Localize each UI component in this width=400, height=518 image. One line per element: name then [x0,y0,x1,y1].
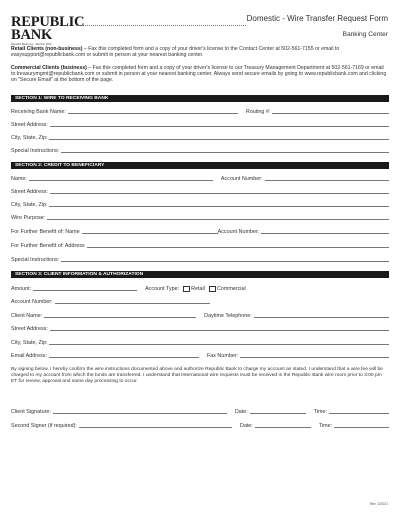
commercial-label: Commercial [216,286,246,292]
retail-label: Retail [191,286,205,292]
logo-tagline: Republic Bank.com · Member FDIC [11,43,52,46]
bank-special-instructions-field[interactable] [61,152,389,153]
client-name-field[interactable] [44,317,196,318]
client-signature-time-field[interactable] [329,413,389,414]
account-type-label: Account Type: [145,286,180,292]
client-signature-date-label: Date: [234,409,248,415]
second-signer-time-label: Time: [318,423,333,429]
row-client-signature [11,407,389,415]
second-signer-date-label: Date: [239,423,253,429]
receiving-bank-name-label: Receiving Bank Name: [11,109,66,115]
row-beneficiary-city [11,200,389,208]
row-beneficiary-street [11,187,389,195]
ffb-account-number-label: Account Number: [217,229,260,235]
commercial-label: Commercial Clients (business) [11,65,87,71]
fax-number-label: Fax Number: [206,353,239,359]
beneficiary-city-state-zip-field[interactable] [49,206,389,207]
row-ffb-name [11,227,389,235]
bank-street-address-label: Street Address: [11,122,48,128]
row-beneficiary-special [11,255,389,263]
daytime-telephone-field[interactable] [254,317,389,318]
beneficiary-street-address-label: Street Address: [11,189,48,195]
row-beneficiary-name [11,174,389,182]
row-bank-street [11,120,389,128]
row-bank-special [11,146,389,154]
ffb-name-field[interactable] [82,233,218,234]
beneficiary-name-label: Name: [11,176,27,182]
beneficiary-name-field[interactable] [29,180,213,181]
client-signature-field[interactable] [53,413,227,414]
form-subtitle: Banking Center [342,31,388,38]
logo-line-1: REPUBLIC [11,14,85,30]
beneficiary-special-instructions-label: Special Instructions: [11,257,60,263]
client-street-address-label: Street Address: [11,326,48,332]
row-ffb-address [11,241,389,249]
client-account-number-label: Account Number: [11,299,53,305]
row-client-account [11,297,389,305]
second-signer-field[interactable] [79,427,232,428]
row-client-name [11,311,389,319]
client-street-address-field[interactable] [50,330,389,331]
fax-number-field[interactable] [240,357,389,358]
authorization-statement: By signing below, I hereby confirm the wire instructions documented above and authorize Republic Bank to charge my account as stated. I understand that a wire fee will be charged to my account from which the funds are transferred. I understand that International wire requests must be received in the Republic Bank wire room prior to 3:00 pm ET for review, approval and same day processing to occur. [11,367,383,384]
second-signer-label: Second Signer (if required): [11,423,77,429]
commercial-checkbox[interactable] [209,286,216,292]
beneficiary-city-state-zip-label: City, State, Zip: [11,202,48,208]
section-1-heading: SECTION 1: WIRE TO RECEIVING BANK [11,95,389,102]
row-second-signer [11,421,389,429]
client-signature-label: Client Signature: [11,409,51,415]
daytime-telephone-label: Daytime Telephone: [204,313,252,319]
retail-label: Retail Clients (non-business) [11,46,83,52]
form-title: Domestic - Wire Transfer Request Form [246,14,388,23]
row-bank-city [11,133,389,141]
beneficiary-street-address-field[interactable] [50,193,389,194]
ffb-address-label: For Further Benefit of: Address [11,243,85,249]
client-account-number-field[interactable] [55,303,210,304]
commercial-instructions [11,65,389,84]
amount-field[interactable] [33,290,137,291]
ffb-account-number-field[interactable] [261,233,389,234]
bank-city-state-zip-field[interactable] [49,139,389,140]
row-client-email [11,351,389,359]
row-amount [11,284,389,292]
second-signer-date-field[interactable] [255,427,311,428]
client-city-state-zip-label: City, State, Zip: [11,340,48,346]
row-wire-purpose [11,213,389,221]
routing-label: Routing #: [245,109,271,115]
row-client-city [11,338,389,346]
email-address-field[interactable] [49,357,199,358]
client-city-state-zip-field[interactable] [49,344,389,345]
title-dotted-leader [76,25,246,26]
routing-field[interactable] [272,113,389,114]
retail-text: – Fax this completed form and a copy of your driver's license to the Contact Center at 502-561-7155 or email to easysupport@republicbank.com or submit in person at your nearest banking center. [11,46,340,59]
wire-purpose-label: Wire Purpose: [11,215,46,221]
section-2-heading: SECTION 2: CREDIT TO BENEFICIARY [11,162,389,169]
retail-checkbox[interactable] [183,286,190,292]
bank-street-address-field[interactable] [50,126,389,127]
amount-label: Amount: [11,286,32,292]
beneficiary-account-number-label: Account Number: [220,176,263,182]
wire-purpose-field[interactable] [47,219,389,220]
client-signature-date-field[interactable] [250,413,306,414]
ffb-address-field[interactable] [87,247,389,248]
second-signer-time-field[interactable] [334,427,389,428]
email-address-label: Email Address: [11,353,47,359]
receiving-bank-name-field[interactable] [68,113,238,114]
section-3-heading: SECTION 3: CLIENT INFORMATION & AUTHORIZATION [11,271,389,278]
bank-special-instructions-label: Special Instructions: [11,148,60,154]
revision-note: Rev. 3/2021 [369,502,388,506]
beneficiary-account-number-field[interactable] [265,180,389,181]
republic-bank-logo [11,14,85,46]
client-name-label: Client Name: [11,313,43,319]
beneficiary-special-instructions-field[interactable] [61,261,389,262]
row-receiving-bank [11,107,389,115]
bank-city-state-zip-label: City, State, Zip: [11,135,48,141]
commercial-text: – Fax this completed form and a copy of your driver's license to our Treasury Management Department at 502-561-7169 or email to treasurymgmt@republicbank.com or submit in person at your nearest banking center. Always send secure emails by going to www.republicbank.com and clicking on "Secure Email" at the bottom of the page. [11,65,387,84]
client-signature-time-label: Time: [313,409,328,415]
row-client-street [11,324,389,332]
ffb-name-label: For Further Benefit of: Name [11,229,80,235]
retail-instructions [11,46,389,58]
logo-line-2: BANK [11,27,53,43]
